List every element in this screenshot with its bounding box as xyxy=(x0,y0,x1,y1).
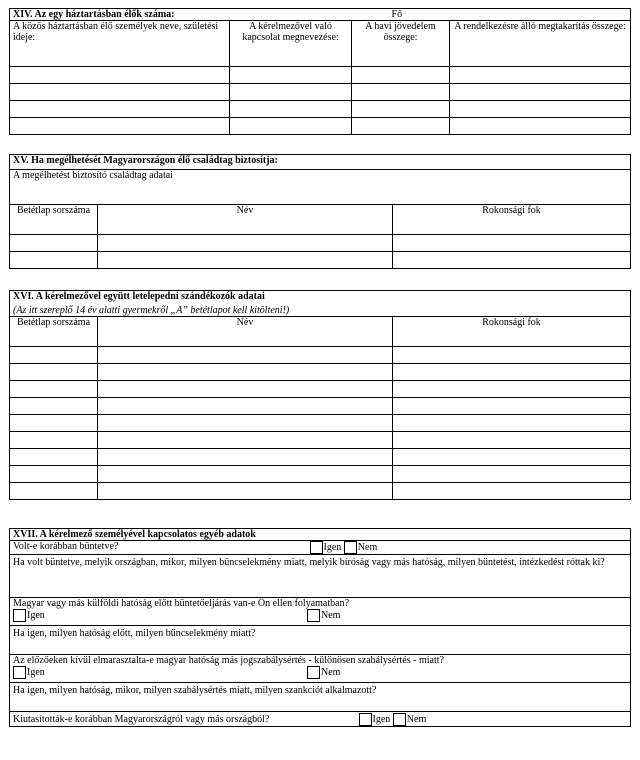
table-row xyxy=(10,347,631,364)
table-row xyxy=(10,415,631,432)
table-row xyxy=(10,466,631,483)
table-row xyxy=(10,364,631,381)
q-criminal-proceedings-text: Magyar vagy más külföldi hatóság előtt büntetőeljárás van-e Ön ellen folyamatban? xyxy=(13,598,350,609)
no-label: Nem xyxy=(357,541,378,553)
yes-label: Igen xyxy=(27,666,45,678)
table-row xyxy=(10,101,631,118)
section-16-table xyxy=(9,290,631,500)
no-option[interactable] xyxy=(393,713,426,726)
checkbox-no[interactable] xyxy=(393,713,406,726)
q-criminal-proceedings xyxy=(10,598,631,626)
col-header-name: Név xyxy=(98,205,393,235)
yes-label: Igen xyxy=(323,541,342,553)
table-row xyxy=(10,252,631,269)
col-header-monthly-income: A havi jövedelem összege: xyxy=(352,21,450,67)
col-header-relationship: A kérelmezővel való kapcsolat megnevezése: xyxy=(230,21,352,67)
yes-label: Igen xyxy=(372,713,391,725)
section-14-table xyxy=(9,8,631,135)
col-header-insert-number: Betétlap sorszáma xyxy=(10,205,98,235)
table-row xyxy=(10,381,631,398)
table-row xyxy=(10,235,631,252)
q-other-violation xyxy=(10,655,631,683)
checkbox-yes[interactable] xyxy=(13,609,26,622)
q-violation-details[interactable]: Ha igen, milyen hatóság, mikor, milyen szabálysértés miatt, milyen szankciót alkalmazott? xyxy=(10,683,631,712)
section-15-title: XV. Ha megélhetését Magyarországon élő családtag biztosítja: xyxy=(10,155,631,170)
q-expelled-options xyxy=(302,712,631,727)
col-header-kinship: Rokonsági fok xyxy=(393,205,631,235)
q-previous-conviction: Volt-e korábban büntetve? xyxy=(10,541,302,555)
no-label: Nem xyxy=(321,609,341,621)
no-option[interactable] xyxy=(307,609,340,622)
col-header-name-birth: A közös háztartásban élő személyek neve, születési ideje: xyxy=(10,21,230,67)
col-header-insert-number: Betétlap sorszáma xyxy=(10,317,98,347)
table-row xyxy=(10,432,631,449)
checkbox-no[interactable] xyxy=(344,541,357,554)
checkbox-no[interactable] xyxy=(307,666,320,679)
table-row xyxy=(10,67,631,84)
col-header-name: Név xyxy=(98,317,393,347)
yes-option[interactable] xyxy=(13,609,307,622)
yes-option[interactable] xyxy=(359,713,391,726)
yes-option[interactable] xyxy=(13,666,307,679)
section-17-table xyxy=(9,528,631,727)
table-row xyxy=(10,449,631,466)
yes-label: Igen xyxy=(27,609,45,621)
table-row xyxy=(10,84,631,101)
checkbox-yes[interactable] xyxy=(359,713,372,726)
checkbox-yes[interactable] xyxy=(310,541,323,554)
checkbox-no[interactable] xyxy=(307,609,320,622)
q-expelled: Kiutasították-e korábban Magyarországról vagy más országból? xyxy=(10,712,302,727)
section-16-title: XVI. A kérelmezővel együtt letelepedni szándékozók adatai xyxy=(10,291,631,305)
section-17-title: XVII. A kérelmező személyével kapcsolatos egyéb adatok xyxy=(10,529,631,541)
q-other-violation-text: Az előzőeken kívül elmarasztalta-e magyar hatóság más jogszabálysértés - különösen szabálysértés - miatt? xyxy=(13,655,444,666)
no-option[interactable] xyxy=(307,666,340,679)
section-14-title: XIV. Az egy háztartásban élők száma: xyxy=(10,9,352,21)
no-label: Nem xyxy=(406,713,427,725)
no-option[interactable] xyxy=(344,541,377,554)
q-conviction-details[interactable]: Ha volt büntetve, melyik országban, mikor, milyen bűncselekmény miatt, melyik bíróság vagy más hatóság, milyen büntetést, intézkedést róttak ki? xyxy=(10,555,631,598)
table-row xyxy=(10,398,631,415)
q-previous-conviction-options xyxy=(302,541,631,555)
table-row xyxy=(10,483,631,500)
household-count-label xyxy=(352,9,631,21)
section-15-table xyxy=(9,154,631,269)
no-label: Nem xyxy=(321,666,341,678)
section-16-note: (Az itt szereplő 14 év alatti gyermekről „A” betétlapot kell kitölteni!) xyxy=(10,305,631,317)
col-header-kinship: Rokonsági fok xyxy=(393,317,631,347)
section-15-subtitle: A megélhetést biztosító családtag adatai xyxy=(10,170,631,205)
yes-option[interactable] xyxy=(310,541,342,554)
fo-label: Fő xyxy=(391,9,403,20)
table-row xyxy=(10,118,631,135)
col-header-savings: A rendelkezésre álló megtakarítás összege: xyxy=(450,21,631,67)
q-proceedings-details[interactable]: Ha igen, milyen hatóság előtt, milyen bűncselekmény miatt? xyxy=(10,626,631,655)
checkbox-yes[interactable] xyxy=(13,666,26,679)
